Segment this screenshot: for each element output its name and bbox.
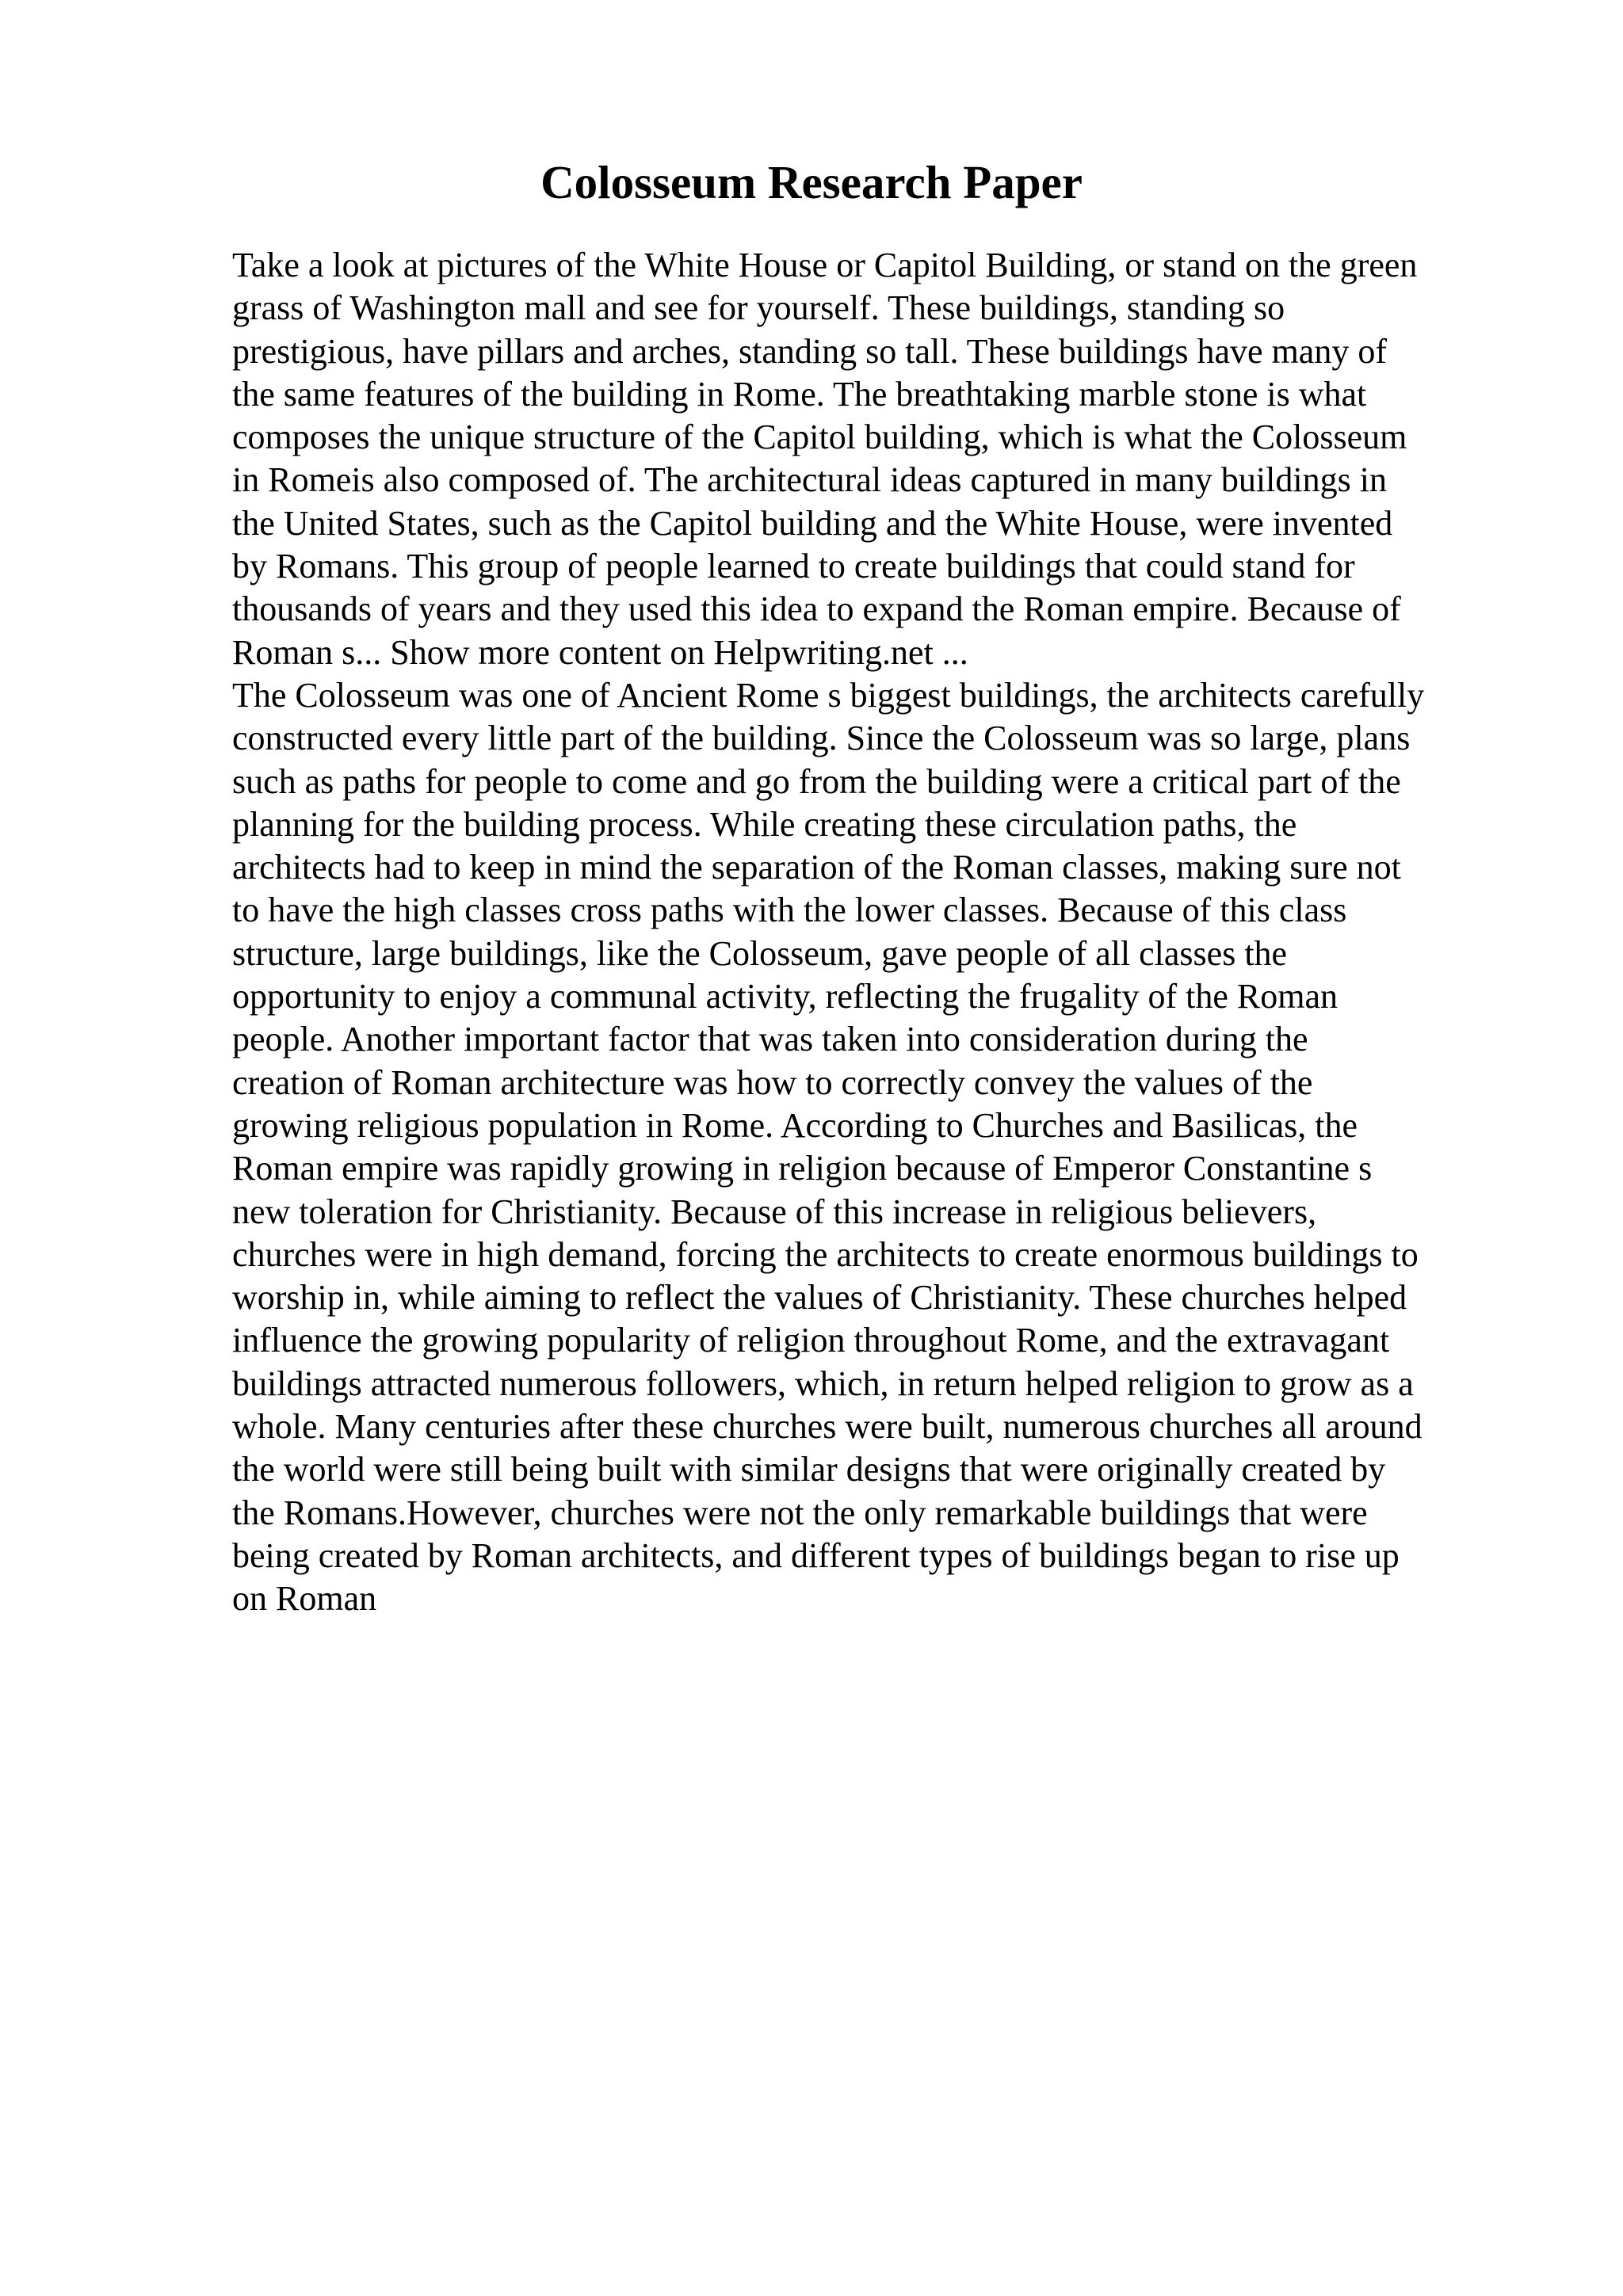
text-line: people. Another important factor that was taken into consideration during the — [232, 1020, 1308, 1059]
text-line: architects had to keep in mind the separation of the Roman classes, making sure not — [232, 848, 1401, 887]
text-line: composes the unique structure of the Capitol building, which is what the Colosseum — [232, 418, 1407, 457]
text-line: new toleration for Christianity. Because of this increase in religious believers, — [232, 1192, 1317, 1231]
text-line: influence the growing popularity of religion throughout Rome, and the extravagant — [232, 1321, 1390, 1360]
document-body — [232, 244, 1500, 1621]
text-line: buildings attracted numerous followers, which, in return helped religion to grow as a — [232, 1363, 1414, 1403]
text-line: prestigious, have pillars and arches, standing so tall. These buildings have many of — [232, 331, 1387, 371]
text-line: Roman s... Show more content on Helpwriting.net ... — [232, 632, 968, 672]
text-line: structure, large buildings, like the Colosseum, gave people of all classes the — [232, 933, 1288, 973]
paragraph-1 — [232, 244, 1500, 674]
text-line: the world were still being built with similar designs that were originally created by — [232, 1450, 1386, 1489]
text-line: on Roman — [232, 1579, 377, 1619]
text-line: thousands of years and they used this idea to expand the Roman empire. Because of — [232, 589, 1401, 629]
text-line: planning for the building process. While creating these circulation paths, the — [232, 804, 1297, 844]
text-line: in Romeis also composed of. The architectural ideas captured in many buildings in — [232, 460, 1387, 500]
text-line: such as paths for people to come and go from the building were a critical part of the — [232, 761, 1401, 801]
paragraph-2 — [232, 674, 1500, 1621]
text-line: the United States, such as the Capitol building and the White House, were invented — [232, 503, 1393, 543]
text-line: constructed every little part of the building. Since the Colosseum was so large, plans — [232, 719, 1411, 758]
text-line: to have the high classes cross paths with the lower classes. Because of this class — [232, 891, 1347, 930]
text-line: by Romans. This group of people learned to create buildings that could stand for — [232, 547, 1355, 586]
text-line: churches were in high demand, forcing the architects to create enormous buildings to — [232, 1234, 1419, 1274]
text-line: worship in, while aiming to reflect the values of Christianity. These churches helped — [232, 1278, 1407, 1318]
text-line: opportunity to enjoy a communal activity, reflecting the frugality of the Roman — [232, 977, 1338, 1016]
text-line: Roman empire was rapidly growing in religion because of Emperor Constantine s — [232, 1149, 1373, 1188]
text-line: The Colosseum was one of Ancient Rome s biggest buildings, the architects carefully — [232, 675, 1425, 715]
document-title: Colosseum Research Paper — [540, 156, 1083, 208]
text-line: the Romans.However, churches were not the only remarkable buildings that were — [232, 1493, 1368, 1532]
text-line: Take a look at pictures of the White House or Capitol Building, or stand on the green — [232, 246, 1418, 284]
text-line: whole. Many centuries after these churches were built, numerous churches all around — [232, 1407, 1423, 1447]
text-line: the same features of the building in Rome. The breathtaking marble stone is what — [232, 374, 1367, 414]
text-line: creation of Roman architecture was how to correctly convey the values of the — [232, 1062, 1313, 1102]
text-line: being created by Roman architects, and different types of buildings began to rise up — [232, 1535, 1400, 1575]
text-line: grass of Washington mall and see for yourself. These buildings, standing so — [232, 288, 1285, 328]
text-line: growing religious population in Rome. According to Churches and Basilicas, the — [232, 1105, 1358, 1145]
